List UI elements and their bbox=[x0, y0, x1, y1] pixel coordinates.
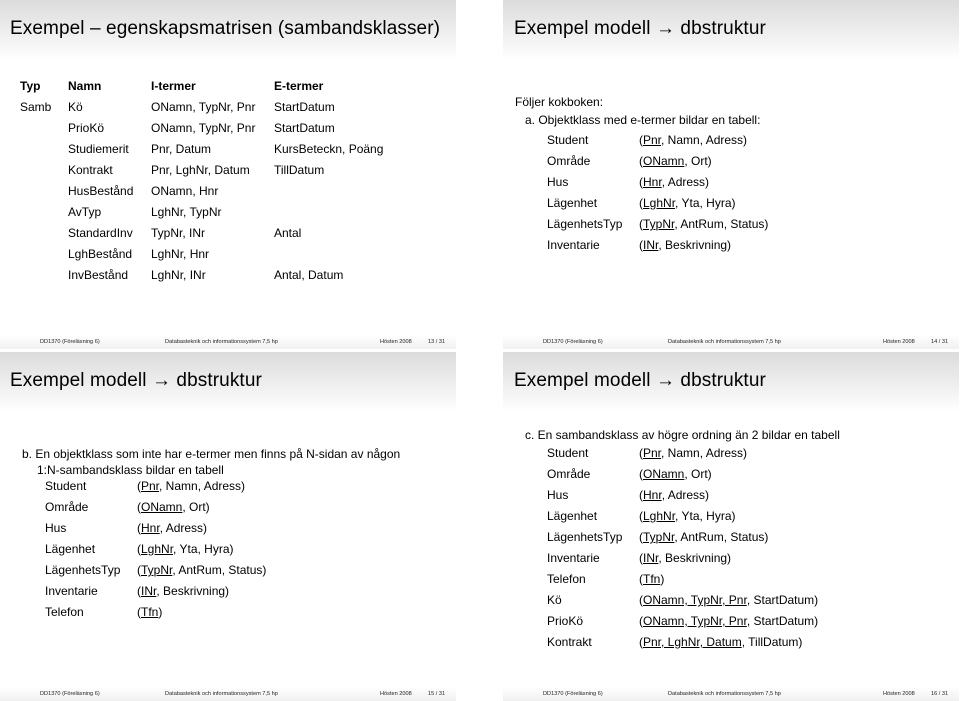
primary-key: Hnr bbox=[141, 521, 160, 535]
slide-16 bbox=[503, 352, 959, 701]
table-definition: Inventarie (INr, Beskrivning) bbox=[547, 548, 818, 569]
matrix-table bbox=[20, 76, 414, 286]
slide-text bbox=[525, 426, 840, 444]
attribute-list: , AntRum, Status) bbox=[674, 530, 769, 544]
footer-course: DD1370 (Föreläsning 6) bbox=[40, 339, 100, 345]
primary-key: Tfn bbox=[643, 572, 661, 586]
table-definition: Student (Pnr, Namn, Adress) bbox=[547, 130, 768, 151]
matrix-cell: InvBestånd bbox=[68, 268, 129, 282]
primary-key: Tfn bbox=[141, 605, 159, 619]
matrix-cell: KursBeteckn, Poäng bbox=[274, 142, 384, 156]
table-definition: LägenhetsTyp (TypNr, AntRum, Status) bbox=[547, 214, 768, 235]
rule-b-line-1: b. En objektklass som inte har e-termer men finns på N-sidan av någon bbox=[22, 447, 401, 461]
matrix-cell: ONamn, Hnr bbox=[151, 184, 219, 198]
matrix-cell: PrioKö bbox=[68, 121, 105, 135]
footer-subject: Databasteknik och informationssystem 7,5 hp bbox=[668, 691, 781, 697]
slide-title: Exempel modell → dbstruktur bbox=[514, 18, 766, 39]
attribute-list: , Namn, Adress) bbox=[159, 479, 246, 493]
table-name: LägenhetsTyp bbox=[45, 563, 121, 577]
table-name: Hus bbox=[547, 488, 569, 502]
matrix-cell bbox=[20, 202, 68, 223]
matrix-row bbox=[20, 139, 414, 160]
matrix-cell: HusBestånd bbox=[68, 184, 134, 198]
table-name: Lägenhet bbox=[45, 542, 96, 556]
attribute-list: , Yta, Hyra) bbox=[173, 542, 234, 556]
attribute-list: , Beskrivning) bbox=[658, 238, 732, 252]
rule-b-line-2: 1:N-sambandsklass bildar en tabell bbox=[37, 463, 224, 477]
slide-text bbox=[22, 446, 400, 478]
attribute-list: , StartDatum) bbox=[746, 593, 819, 607]
matrix-cell: LghNr, TypNr bbox=[151, 205, 222, 219]
attribute-list: , TillDatum) bbox=[741, 635, 803, 649]
footer-page-number: 16 / 31 bbox=[931, 691, 949, 697]
table-definition: LägenhetsTyp (TypNr, AntRum, Status) bbox=[547, 527, 818, 548]
footer-term: Hösten 2008 bbox=[380, 339, 412, 345]
table-name: Student bbox=[45, 479, 87, 493]
footer-term: Hösten 2008 bbox=[883, 339, 915, 345]
matrix-cell bbox=[20, 160, 68, 181]
table-definition: Student (Pnr, Namn, Adress) bbox=[547, 443, 818, 464]
slide-footer bbox=[503, 335, 959, 349]
primary-key: ONamn bbox=[141, 500, 183, 514]
attribute-list: , Adress) bbox=[661, 488, 710, 502]
attribute-list: ) bbox=[660, 572, 665, 586]
table-list bbox=[547, 443, 818, 653]
table-name: LägenhetsTyp bbox=[547, 217, 623, 231]
primary-key: ONamn, TypNr, Pnr bbox=[643, 593, 747, 607]
table-name: Kö bbox=[547, 593, 562, 607]
slide-text bbox=[515, 93, 760, 129]
table-name: Lägenhet bbox=[547, 196, 598, 210]
attribute-list: , Ort) bbox=[182, 500, 210, 514]
slide-13 bbox=[0, 0, 456, 349]
table-definition: PrioKö (ONamn, TypNr, Pnr, StartDatum) bbox=[547, 611, 818, 632]
primary-key: LghNr bbox=[643, 196, 676, 210]
matrix-cell: StandardInv bbox=[68, 226, 133, 240]
matrix-row bbox=[20, 202, 414, 223]
table-name: Inventarie bbox=[45, 584, 98, 598]
matrix-cell bbox=[20, 139, 68, 160]
primary-key: TypNr bbox=[141, 563, 173, 577]
matrix-row bbox=[20, 97, 414, 118]
primary-key: TypNr bbox=[643, 217, 675, 231]
matrix-cell: StartDatum bbox=[274, 121, 335, 135]
attribute-list: , StartDatum) bbox=[746, 614, 819, 628]
attribute-list: , Namn, Adress) bbox=[661, 133, 748, 147]
attribute-list: , Beskrivning) bbox=[658, 551, 732, 565]
attribute-list: , Adress) bbox=[661, 175, 710, 189]
matrix-row bbox=[20, 181, 414, 202]
table-definition: Lägenhet (LghNr, Yta, Hyra) bbox=[45, 539, 266, 560]
table-definition: Område (ONamn, Ort) bbox=[547, 464, 818, 485]
footer-course: DD1370 (Föreläsning 6) bbox=[40, 691, 100, 697]
table-name: Hus bbox=[547, 175, 569, 189]
table-name: Område bbox=[547, 467, 591, 481]
slide-footer bbox=[0, 335, 456, 349]
table-definition: Kö (ONamn, TypNr, Pnr, StartDatum) bbox=[547, 590, 818, 611]
footer-page-number: 14 / 31 bbox=[931, 339, 949, 345]
primary-key: Pnr bbox=[643, 133, 662, 147]
attribute-list: , Adress) bbox=[159, 521, 208, 535]
matrix-cell: LghNr, Hnr bbox=[151, 247, 210, 261]
matrix-row bbox=[20, 244, 414, 265]
matrix-cell: TillDatum bbox=[274, 163, 325, 177]
matrix-cell bbox=[20, 265, 68, 286]
primary-key: INr bbox=[643, 238, 659, 252]
matrix-cell bbox=[20, 223, 68, 244]
rule-a: a. Objektklass med e-termer bildar en tabell: bbox=[525, 113, 761, 127]
primary-key: Hnr bbox=[643, 488, 662, 502]
table-name: Hus bbox=[45, 521, 67, 535]
matrix-cell: LghBestånd bbox=[68, 247, 133, 261]
primary-key: INr bbox=[141, 584, 157, 598]
footer-page-number: 13 / 31 bbox=[428, 339, 446, 345]
matrix-cell: Kö bbox=[68, 100, 83, 114]
footer-term: Hösten 2008 bbox=[883, 691, 915, 697]
attribute-list: , Ort) bbox=[684, 467, 712, 481]
primary-key: INr bbox=[643, 551, 659, 565]
table-definition: Telefon (Tfn) bbox=[45, 602, 266, 623]
slide-footer bbox=[503, 687, 959, 701]
table-list bbox=[45, 476, 266, 623]
matrix-cell: Studiemerit bbox=[68, 142, 129, 156]
table-definition: Inventarie (INr, Beskrivning) bbox=[547, 235, 768, 256]
table-name: Student bbox=[547, 446, 589, 460]
matrix-cell bbox=[274, 244, 414, 265]
primary-key: ONamn, TypNr, Pnr bbox=[643, 614, 747, 628]
table-definition: Inventarie (INr, Beskrivning) bbox=[45, 581, 266, 602]
table-name: Telefon bbox=[547, 572, 586, 586]
matrix-cell: TypNr, INr bbox=[151, 226, 206, 240]
primary-key: Hnr bbox=[643, 175, 662, 189]
matrix-cell: ONamn, TypNr, Pnr bbox=[151, 100, 256, 114]
matrix-row bbox=[20, 265, 414, 286]
matrix-cell: Pnr, LghNr, Datum bbox=[151, 163, 250, 177]
primary-key: ONamn bbox=[643, 154, 685, 168]
primary-key: LghNr bbox=[141, 542, 174, 556]
slide-footer bbox=[0, 687, 456, 701]
table-name: Lägenhet bbox=[547, 509, 598, 523]
table-name: Inventarie bbox=[547, 551, 600, 565]
table-definition: Kontrakt (Pnr, LghNr, Datum, TillDatum) bbox=[547, 632, 818, 653]
footer-course: DD1370 (Föreläsning 6) bbox=[543, 339, 603, 345]
attribute-list: , AntRum, Status) bbox=[674, 217, 769, 231]
property-matrix bbox=[20, 76, 414, 286]
primary-key: Pnr, LghNr, Datum bbox=[643, 635, 742, 649]
primary-key: Pnr bbox=[643, 446, 662, 460]
table-list bbox=[547, 130, 768, 256]
footer-term: Hösten 2008 bbox=[380, 691, 412, 697]
matrix-header: E-termer bbox=[274, 79, 324, 93]
attribute-list: , Namn, Adress) bbox=[661, 446, 748, 460]
matrix-cell: AvTyp bbox=[68, 205, 102, 219]
matrix-cell: Antal, Datum bbox=[274, 268, 344, 282]
matrix-row bbox=[20, 223, 414, 244]
slide-title: Exempel modell → dbstruktur bbox=[10, 370, 262, 391]
table-name: PrioKö bbox=[547, 614, 584, 628]
footer-page-number: 15 / 31 bbox=[428, 691, 446, 697]
attribute-list: , Yta, Hyra) bbox=[675, 196, 736, 210]
matrix-header: Typ bbox=[20, 79, 41, 93]
attribute-list: , Ort) bbox=[684, 154, 712, 168]
table-name: Kontrakt bbox=[547, 635, 592, 649]
matrix-row bbox=[20, 118, 414, 139]
matrix-cell: StartDatum bbox=[274, 100, 335, 114]
matrix-cell bbox=[274, 181, 414, 202]
attribute-list: , Yta, Hyra) bbox=[675, 509, 736, 523]
table-name: Student bbox=[547, 133, 589, 147]
table-definition: Lägenhet (LghNr, Yta, Hyra) bbox=[547, 193, 768, 214]
table-definition: LägenhetsTyp (TypNr, AntRum, Status) bbox=[45, 560, 266, 581]
slide-15 bbox=[0, 352, 456, 701]
primary-key: Pnr bbox=[141, 479, 160, 493]
matrix-cell bbox=[20, 118, 68, 139]
slide-title: Exempel – egenskapsmatrisen (sambandsklasser) bbox=[10, 18, 441, 39]
table-definition: Student (Pnr, Namn, Adress) bbox=[45, 476, 266, 497]
table-definition: Område (ONamn, Ort) bbox=[45, 497, 266, 518]
footer-subject: Databasteknik och informationssystem 7,5 hp bbox=[668, 339, 781, 345]
matrix-header: Namn bbox=[68, 79, 102, 93]
table-definition: Hus (Hnr, Adress) bbox=[547, 172, 768, 193]
rule-c: c. En sambandsklass av högre ordning än 2 bildar en tabell bbox=[525, 428, 840, 442]
table-name: Område bbox=[45, 500, 89, 514]
primary-key: LghNr bbox=[643, 509, 676, 523]
table-name: Inventarie bbox=[547, 238, 600, 252]
lead-text: Följer kokboken: bbox=[515, 95, 604, 109]
matrix-cell: LghNr, INr bbox=[151, 268, 206, 282]
table-definition: Lägenhet (LghNr, Yta, Hyra) bbox=[547, 506, 818, 527]
footer-subject: Databasteknik och informationssystem 7,5 hp bbox=[165, 339, 278, 345]
attribute-list: ) bbox=[158, 605, 163, 619]
table-name: Område bbox=[547, 154, 591, 168]
slide-title: Exempel modell → dbstruktur bbox=[514, 370, 766, 391]
matrix-header: I-termer bbox=[151, 79, 196, 93]
attribute-list: , AntRum, Status) bbox=[172, 563, 267, 577]
primary-key: ONamn bbox=[643, 467, 685, 481]
slide-14 bbox=[503, 0, 959, 349]
matrix-cell: ONamn, TypNr, Pnr bbox=[151, 121, 256, 135]
matrix-cell bbox=[20, 244, 68, 265]
table-definition: Område (ONamn, Ort) bbox=[547, 151, 768, 172]
primary-key: TypNr bbox=[643, 530, 675, 544]
matrix-cell: Kontrakt bbox=[68, 163, 113, 177]
table-definition: Telefon (Tfn) bbox=[547, 569, 818, 590]
table-name: LägenhetsTyp bbox=[547, 530, 623, 544]
attribute-list: , Beskrivning) bbox=[156, 584, 230, 598]
matrix-cell: Pnr, Datum bbox=[151, 142, 212, 156]
table-name: Telefon bbox=[45, 605, 84, 619]
matrix-header-row bbox=[20, 76, 414, 97]
footer-subject: Databasteknik och informationssystem 7,5 hp bbox=[165, 691, 278, 697]
matrix-cell: Samb bbox=[20, 100, 52, 114]
table-definition: Hus (Hnr, Adress) bbox=[45, 518, 266, 539]
matrix-cell: Antal bbox=[274, 226, 302, 240]
matrix-cell bbox=[274, 202, 414, 223]
matrix-cell bbox=[20, 181, 68, 202]
footer-course: DD1370 (Föreläsning 6) bbox=[543, 691, 603, 697]
table-definition: Hus (Hnr, Adress) bbox=[547, 485, 818, 506]
matrix-row bbox=[20, 160, 414, 181]
